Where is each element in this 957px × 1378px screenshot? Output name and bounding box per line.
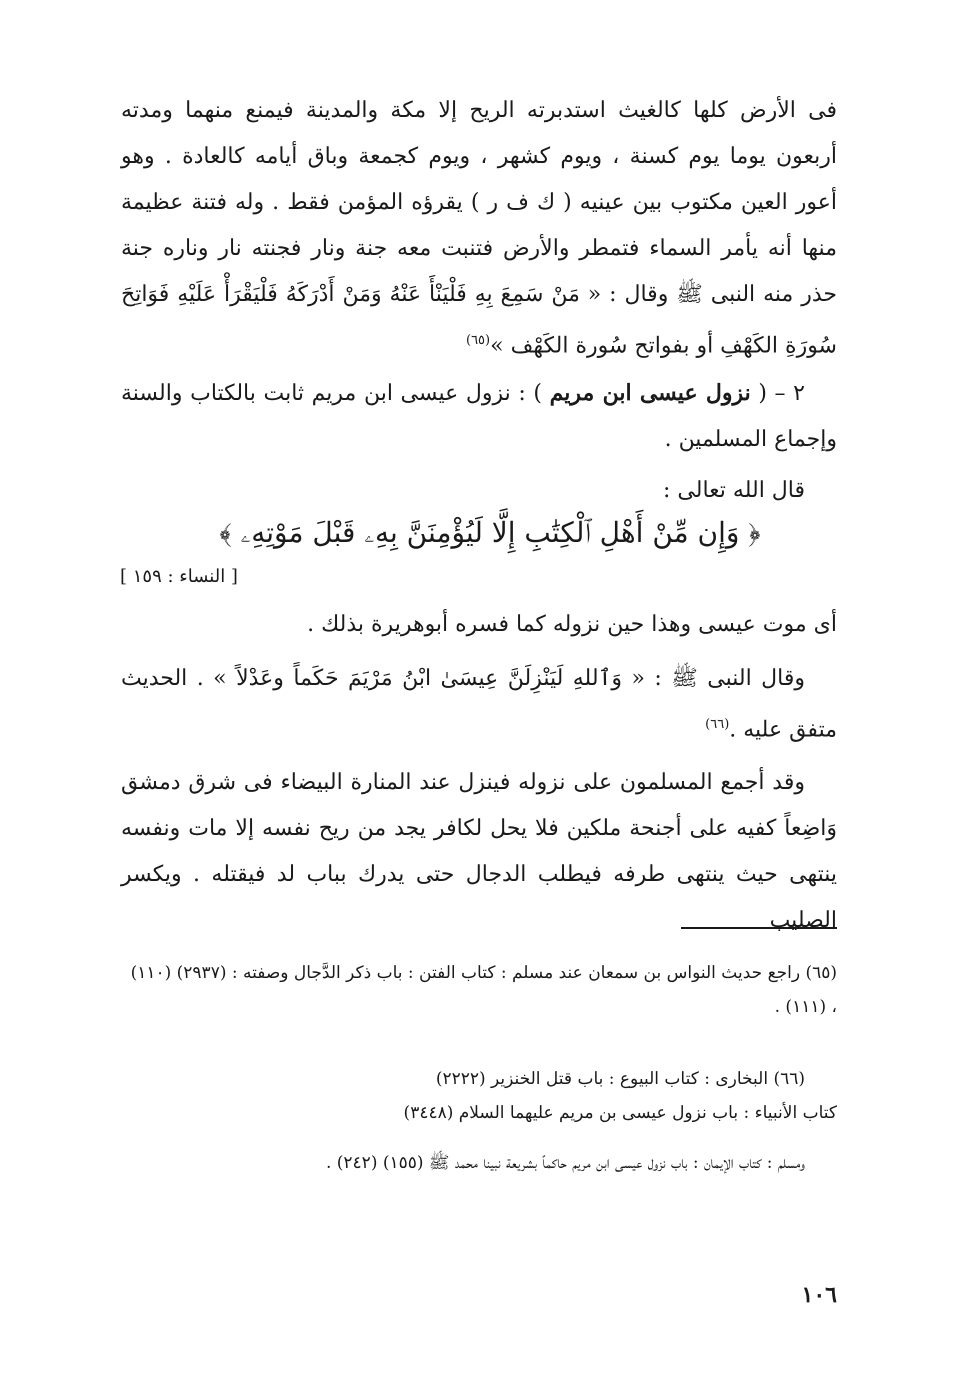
note-ref-66: (٦٦)	[705, 717, 730, 732]
footnote-separator	[681, 927, 837, 929]
paragraph-dajjal	[121, 88, 837, 369]
section-heading-text: ) : نزول عيسى ابن مريم ثابت بالكتاب والسنة وإجماع المسلمين .	[121, 381, 837, 452]
footnote-65: (٦٥) راجع حديث النواس بن سمعان عند مسلم : كتاب الفتن : باب ذكر الدَّجال وصفته : (٢٩٣٧) (١١٠) ، (١١١) .	[130, 963, 837, 1017]
consensus-text: وقد أجمع المسلمون على نزوله فينزل عند المنارة البيضاء فى شرق دمشق وَاضِعاً كفيه على أجنحة ملكين فلا يحل لكافر يجد من ريح نفسه إلا مات ونفسه ينتهى حيث ينتهى طرفه فيطلب الدجال حتى يدرك بباب لد فيقتله . ويكسر الصليب	[121, 770, 837, 933]
allah-said-text: قال الله تعالى :	[663, 478, 805, 503]
meaning-text: أى موت عيسى وهذا حين نزوله كما فسره أبوهريرة بذلك .	[307, 612, 837, 637]
page-number: ١٠٦	[801, 1282, 837, 1308]
note-ref-65: (٦٥)	[466, 333, 491, 348]
paragraph-consensus	[121, 760, 837, 944]
paragraph-dajjal-text: فى الأرض كلها كالغيث استدبرته الريح إلا مكة والمدينة فيمنع منهما ومدته أربعون يوما يوم كسنة ، ويوم كشهر ، ويوم كجمعة وباق أيامه كالعادة . وهو أعور العين مكتوب بين عينيه ( ك ف ر ) يقرؤه المؤمن فقط . وله فتنة عظيمة منها أنه يأمر السماء فتمطر والأرض فتنبت معه جنة ونار فجنته نار وناره جنة حذر منه النبى ﷺ وقال : « مَنْ سَمِعَ بِهِ فَلْيَنْأَ عَنْهُ وَمَنْ أَدْرَكَهُ فَلْيَقْرَأْ عَلَيْهِ فَوَاتِحَ سُورَةِ الكَهْفِ أو بفواتح سُورة الكَهْف »	[121, 98, 837, 359]
quran-verse: ﴿ وَإِن مِّنْ أَهْلِ ٱلْكِتَٰبِ إِلَّا لَيُؤْمِنَنَّ بِهِۦ قَبْلَ مَوْتِهِۦ ﴾	[219, 516, 761, 549]
section-heading: نزول عيسى ابن مريم	[549, 380, 751, 406]
paragraph-meaning	[121, 602, 837, 648]
paragraph-allah-said	[121, 468, 837, 514]
paragraph-isa-heading	[121, 370, 837, 463]
footnote-66-line-2: كتاب الأنبياء : باب نزول عيسى بن مريم عليهما السلام (٣٤٤٨)	[403, 1103, 837, 1123]
hadith-text: وقال النبى ﷺ : « وَٱللهِ لَيَنْزِلَنَّ عِيسَىٰ ابْنُ مَرْيَمَ حَكَماً وعَدْلاً » . الحديث متفق عليه .	[121, 666, 837, 743]
footnote-66-line-3: ومسلم : كتاب الإيمان : باب نزول عيسى ابن مريم حاكماً بشريعة نبينا محمد ﷺ (١٥٥) (٢٤٢) .	[325, 1153, 805, 1173]
item-number: ٢ – (	[750, 381, 805, 406]
footnote-66-line-1: (٦٦) البخارى : كتاب البيوع : باب قتل الخنزير (٢٢٢٢)	[435, 1069, 805, 1089]
verse-reference: [ النساء : ١٥٩ ]	[120, 566, 238, 587]
paragraph-hadith	[121, 656, 837, 753]
